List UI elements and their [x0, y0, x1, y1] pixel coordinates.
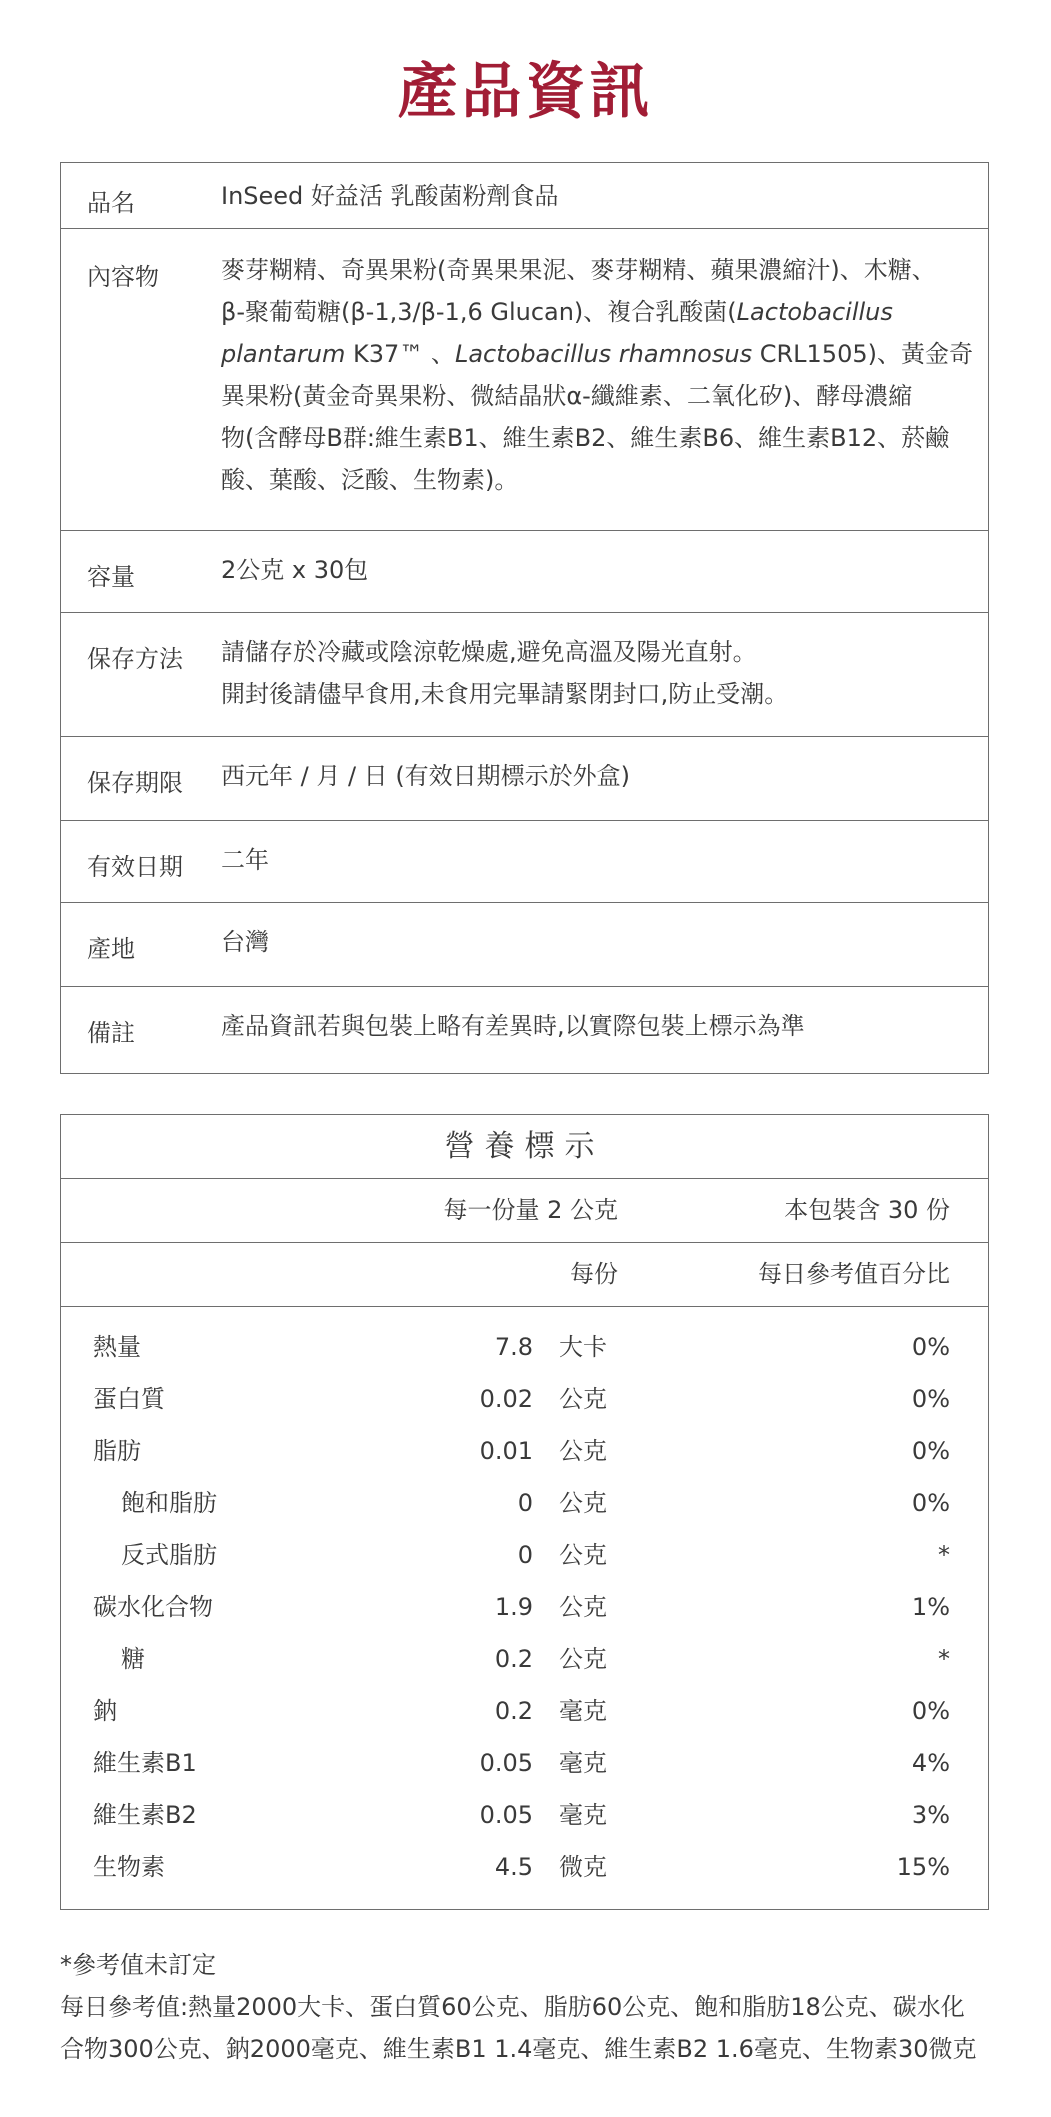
nutrition-row — [61, 1737, 988, 1789]
content-line: plantarum K37™ 、Lactobacillus rhamnosus CRL1505)、黃金奇 — [221, 340, 973, 368]
nutrition-row — [61, 1789, 988, 1841]
nutrient-amount: 0.2 — [494, 1645, 533, 1673]
nutrient-name: 脂肪 — [93, 1437, 141, 1465]
content-line: 麥芽糊精、奇異果粉(奇異果果泥、麥芽糊精、蘋果濃縮汁)、木糖、 — [221, 256, 936, 284]
servings-per-pack: 本包裝含 30 份 — [784, 1196, 950, 1224]
nutrient-unit: 公克 — [559, 1541, 607, 1569]
info-row-note — [61, 987, 988, 1073]
info-label: 保存方法 — [87, 645, 183, 673]
nutrition-row — [61, 1581, 988, 1633]
nutrient-daily-value: 3% — [911, 1801, 950, 1829]
info-label: 容量 — [87, 563, 135, 591]
nutrient-amount: 1.9 — [494, 1593, 533, 1621]
info-value — [221, 249, 973, 501]
info-value: 台灣 — [221, 928, 269, 956]
footnote-daily-reference: 每日參考值:熱量2000大卡、蛋白質60公克、脂肪60公克、飽和脂肪18公克、碳水化 — [60, 1993, 965, 2021]
info-value: 西元年 / 月 / 日 (有效日期標示於外盒) — [221, 762, 631, 790]
nutrient-unit: 毫克 — [559, 1749, 607, 1777]
info-value: 請儲存於冷藏或陰涼乾燥處,避免高溫及陽光直射。 開封後請儘早食用,未食用完畢請緊閉封口,防止受潮。 — [221, 638, 789, 708]
nutrition-table — [60, 1114, 989, 1910]
nutrient-name: 生物素 — [93, 1853, 165, 1881]
nutrient-amount: 0 — [517, 1541, 533, 1569]
info-row-expiry — [61, 737, 988, 821]
nutrient-unit: 公克 — [559, 1489, 607, 1517]
nutrient-unit: 毫克 — [559, 1697, 607, 1725]
content-line: 異果粉(黃金奇異果粉、微結晶狀α-纖維素、二氧化矽)、酵母濃縮 — [221, 382, 913, 410]
nutrient-name: 飽和脂肪 — [121, 1489, 217, 1517]
nutrient-name: 蛋白質 — [93, 1385, 165, 1413]
col-per-serving: 每份 — [570, 1260, 618, 1288]
nutrient-amount: 7.8 — [494, 1333, 533, 1361]
nutrient-unit: 微克 — [559, 1853, 607, 1881]
col-daily-value: 每日參考值百分比 — [758, 1260, 950, 1288]
nutrition-row — [61, 1477, 988, 1529]
info-value: 二年 — [221, 846, 269, 874]
nutrient-daily-value: 0% — [911, 1437, 950, 1465]
content-line: 物(含酵母B群:維生素B1、維生素B2、維生素B6、維生素B12、菸鹼 — [221, 424, 950, 452]
nutrient-amount: 0.05 — [479, 1749, 533, 1777]
nutrient-daily-value: 1% — [911, 1593, 950, 1621]
nutrient-amount: 0.01 — [479, 1437, 533, 1465]
info-label: 產地 — [87, 935, 135, 963]
nutrient-amount: 0.2 — [494, 1697, 533, 1725]
product-info-table — [60, 162, 989, 1074]
page-title: 產品資訊 — [397, 57, 654, 127]
nutrition-row — [61, 1685, 988, 1737]
info-value: InSeed 好益活 乳酸菌粉劑食品 — [221, 182, 559, 210]
nutrient-name: 鈉 — [93, 1697, 117, 1725]
footnote-daily-reference-cont: 合物300公克、鈉2000毫克、維生素B1 1.4毫克、維生素B2 1.6毫克、生物素30微克 — [60, 2035, 977, 2063]
nutrition-row — [61, 1321, 988, 1373]
info-row-origin — [61, 903, 988, 987]
serving-size: 每一份量 2 公克 — [443, 1196, 618, 1224]
nutrient-unit: 公克 — [559, 1385, 607, 1413]
nutrient-name: 維生素B2 — [93, 1801, 197, 1829]
info-row-capacity — [61, 531, 988, 613]
info-value: 產品資訊若與包裝上略有差異時,以實際包裝上標示為準 — [221, 1012, 805, 1040]
nutrition-row — [61, 1633, 988, 1685]
nutrient-amount: 0.05 — [479, 1801, 533, 1829]
nutrient-daily-value: 0% — [911, 1333, 950, 1361]
info-value: 2公克 x 30包 — [221, 556, 369, 584]
nutrient-daily-value: * — [938, 1541, 950, 1569]
nutrient-name: 糖 — [121, 1645, 145, 1673]
nutrient-unit: 毫克 — [559, 1801, 607, 1829]
content-line: β-聚葡萄糖(β-1,3/β-1,6 Glucan)、複合乳酸菌(Lactobacillus — [221, 298, 893, 326]
nutrient-name: 維生素B1 — [93, 1749, 197, 1777]
nutrition-row — [61, 1529, 988, 1581]
nutrient-name: 碳水化合物 — [93, 1593, 213, 1621]
nutrient-unit: 公克 — [559, 1437, 607, 1465]
info-row-storage — [61, 613, 988, 737]
nutrient-daily-value: 4% — [911, 1749, 950, 1777]
info-row-valid — [61, 821, 988, 903]
nutrient-daily-value: 0% — [911, 1385, 950, 1413]
content-line: 酸、葉酸、泛酸、生物素)。 — [221, 466, 519, 494]
nutrition-row — [61, 1425, 988, 1477]
nutrient-unit: 大卡 — [559, 1333, 607, 1361]
info-label: 備註 — [87, 1019, 135, 1047]
info-label: 內容物 — [87, 263, 159, 291]
info-row-content — [61, 229, 988, 531]
footnotes — [60, 1944, 1000, 2070]
nutrient-name: 熱量 — [93, 1333, 141, 1361]
footnote-undefined: *參考值未訂定 — [60, 1951, 216, 1979]
nutrient-amount: 4.5 — [494, 1853, 533, 1881]
nutrient-amount: 0 — [517, 1489, 533, 1517]
nutrient-daily-value: 15% — [896, 1853, 950, 1881]
nutrient-unit: 公克 — [559, 1645, 607, 1673]
info-row-name — [61, 163, 988, 229]
info-label: 有效日期 — [87, 853, 183, 881]
nutrient-unit: 公克 — [559, 1593, 607, 1621]
nutrient-daily-value: * — [938, 1645, 950, 1673]
nutrition-row — [61, 1373, 988, 1425]
info-label: 保存期限 — [87, 769, 183, 797]
nutrient-amount: 0.02 — [479, 1385, 533, 1413]
nutrition-title: 營養標示 — [61, 1115, 988, 1179]
nutrition-serving-row — [61, 1179, 988, 1243]
nutrient-name: 反式脂肪 — [121, 1541, 217, 1569]
nutrition-header-row — [61, 1243, 988, 1307]
info-label: 品名 — [87, 189, 135, 217]
nutrition-row — [61, 1841, 988, 1893]
nutrient-daily-value: 0% — [911, 1697, 950, 1725]
nutrient-daily-value: 0% — [911, 1489, 950, 1517]
